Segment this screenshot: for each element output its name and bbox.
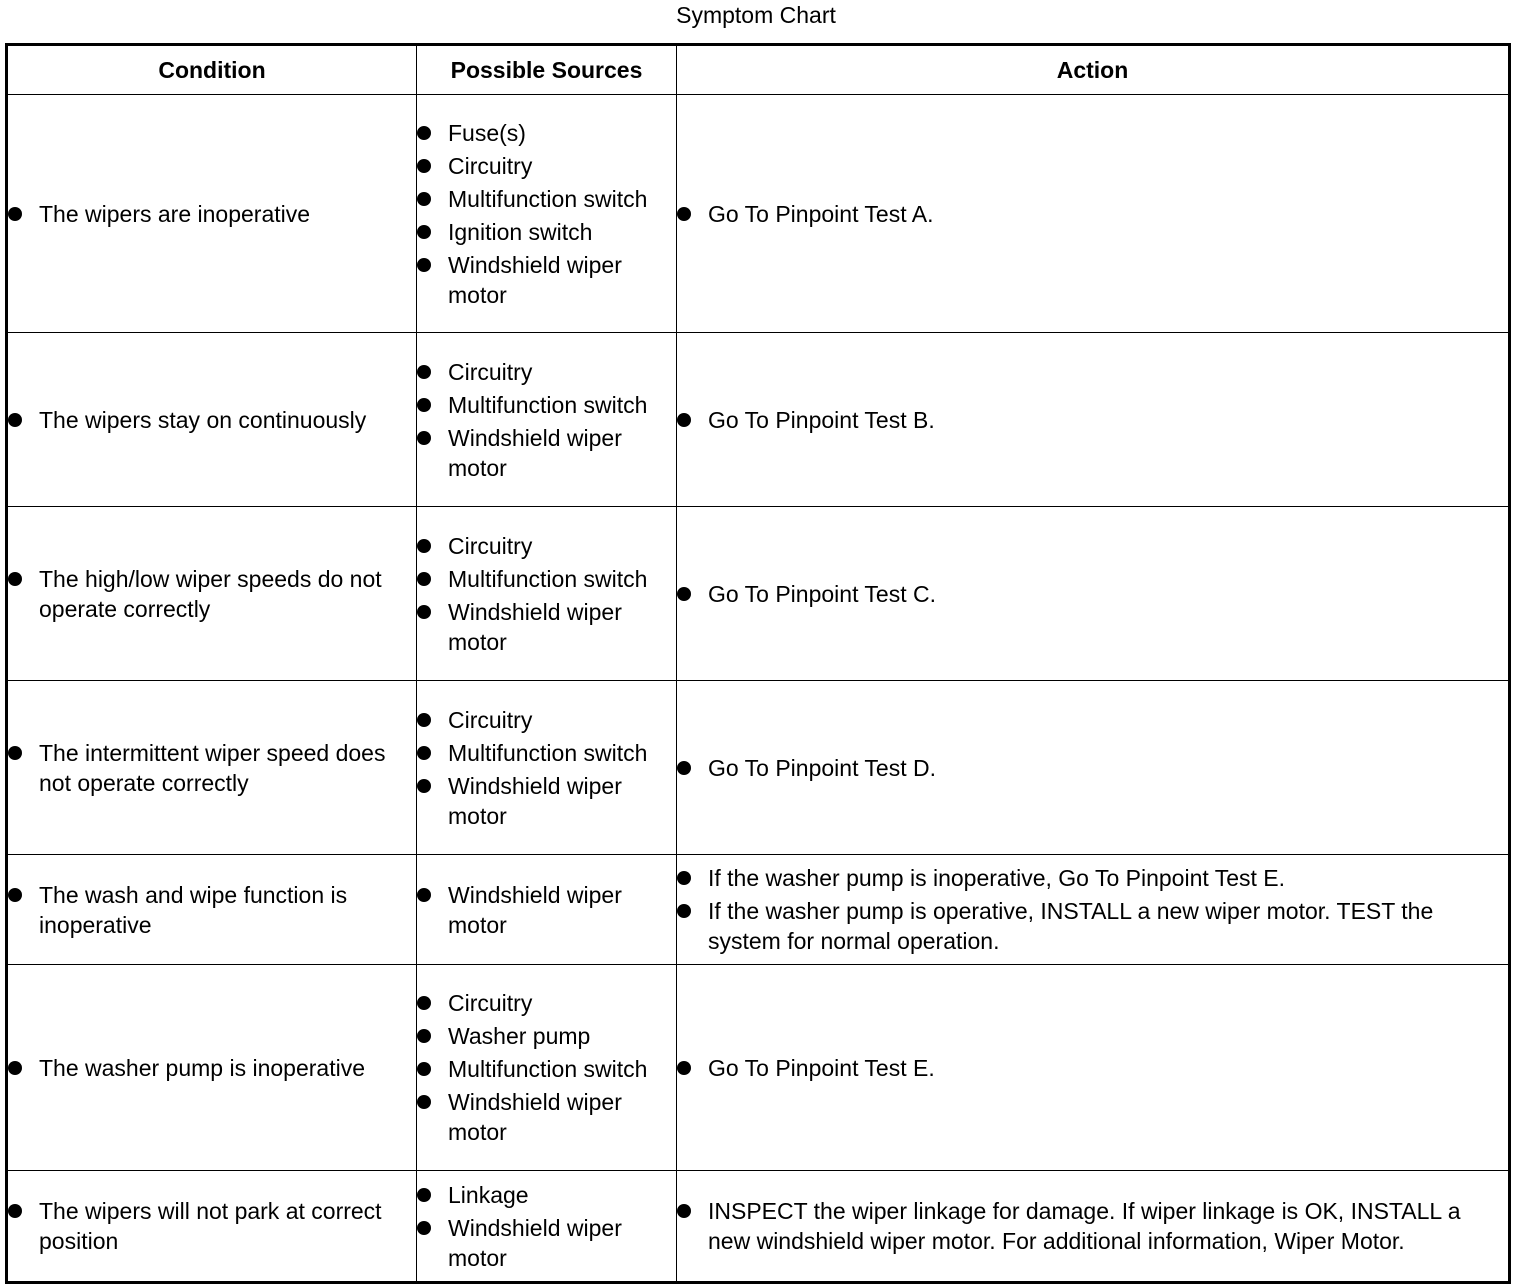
action-cell (677, 965, 1510, 1171)
action-text: INSPECT the wiper linkage for damage. If wiper linkage is OK, INSTALL a new windshield wiper motor. For additional information, Wiper Motor. (708, 1198, 1461, 1254)
condition-item (8, 1196, 416, 1256)
header-possible-sources: Possible Sources (417, 45, 677, 95)
bullet-icon (417, 398, 431, 412)
action-item (677, 753, 1508, 783)
source-item (417, 1087, 676, 1147)
condition-item (8, 880, 416, 940)
source-item (417, 564, 676, 594)
header-row (7, 45, 1510, 95)
bullet-icon (677, 587, 691, 601)
bullet-icon (417, 996, 431, 1010)
action-item (677, 199, 1508, 229)
bullet-icon (8, 1061, 22, 1075)
source-text: Multifunction switch (448, 1056, 648, 1082)
bullet-icon (417, 192, 431, 206)
action-item (677, 405, 1508, 435)
bullet-icon (417, 1062, 431, 1076)
source-text: Fuse(s) (448, 119, 526, 146)
bullet-icon (417, 225, 431, 239)
condition-text: The wash and wipe function is inoperative (39, 881, 348, 938)
source-text: Windshield wiper motor (448, 881, 622, 938)
bullet-icon (8, 746, 22, 760)
header-action: Action (677, 45, 1510, 95)
condition-item (8, 738, 416, 798)
source-item (417, 390, 676, 420)
bullet-icon (417, 1188, 431, 1202)
bullet-icon (677, 207, 691, 221)
bullet-icon (677, 871, 691, 885)
bullet-icon (677, 1204, 691, 1218)
bullet-icon (417, 605, 431, 619)
source-item (417, 250, 676, 310)
bullet-icon (8, 1204, 22, 1218)
condition-cell (7, 965, 417, 1171)
source-item (417, 151, 676, 181)
bullet-icon (417, 713, 431, 727)
condition-text: The washer pump is inoperative (39, 1054, 365, 1081)
condition-cell (7, 95, 417, 333)
bullet-icon (417, 539, 431, 553)
bullet-icon (417, 779, 431, 793)
source-text: Circuitry (448, 706, 533, 733)
table-row (7, 681, 1510, 855)
bullet-icon (8, 207, 22, 221)
sources-cell (417, 855, 677, 965)
source-text: Multifunction switch (448, 739, 648, 766)
condition-item (8, 564, 416, 624)
source-item (417, 988, 676, 1018)
header-condition: Condition (7, 45, 417, 95)
source-text: Multifunction switch (448, 391, 648, 418)
source-text: Multifunction switch (448, 565, 648, 592)
source-item (417, 1213, 676, 1273)
table-row (7, 965, 1510, 1171)
bullet-icon (417, 258, 431, 272)
condition-cell (7, 855, 417, 965)
table-row (7, 1171, 1510, 1283)
bullet-icon (8, 413, 22, 427)
condition-cell (7, 1171, 417, 1283)
source-item (417, 738, 676, 768)
condition-cell (7, 333, 417, 507)
action-item (677, 863, 1508, 893)
source-text: Windshield wiper motor (448, 1214, 622, 1271)
sources-cell (417, 681, 677, 855)
bullet-icon (677, 413, 691, 427)
source-item (417, 423, 676, 483)
action-text: Go To Pinpoint Test B. (708, 406, 935, 433)
bullet-icon (417, 159, 431, 173)
condition-item (8, 199, 416, 229)
table-row (7, 333, 1510, 507)
source-item (417, 217, 676, 247)
action-text: Go To Pinpoint Test A. (708, 200, 934, 227)
source-item (417, 118, 676, 148)
source-item (417, 597, 676, 657)
table-row (7, 95, 1510, 333)
source-text: Circuitry (448, 152, 533, 179)
source-text: Washer pump (448, 1023, 591, 1049)
source-text: Circuitry (448, 532, 533, 559)
condition-item (8, 1053, 416, 1083)
condition-cell (7, 507, 417, 681)
action-text: If the washer pump is inoperative, Go To Pinpoint Test E. (708, 865, 1286, 891)
bullet-icon (417, 572, 431, 586)
condition-text: The wipers stay on continuously (39, 406, 367, 433)
sources-cell (417, 965, 677, 1171)
source-item (417, 184, 676, 214)
source-item (417, 705, 676, 735)
source-text: Windshield wiper motor (448, 251, 622, 308)
action-item (677, 1053, 1508, 1083)
symptom-chart-table (5, 43, 1511, 1284)
source-text: Windshield wiper motor (448, 598, 622, 655)
bullet-icon (417, 1095, 431, 1109)
condition-text: The wipers will not park at correct position (39, 1198, 382, 1254)
sources-cell (417, 333, 677, 507)
action-item (677, 1196, 1508, 1256)
sources-cell (417, 95, 677, 333)
action-text: Go To Pinpoint Test E. (708, 1054, 935, 1081)
condition-item (8, 405, 416, 435)
source-text: Windshield wiper motor (448, 1089, 622, 1145)
action-text: Go To Pinpoint Test C. (708, 580, 937, 607)
condition-text: The intermittent wiper speed does not operate correctly (39, 739, 386, 796)
source-item (417, 1021, 676, 1051)
chart-title: Symptom Chart (676, 2, 836, 28)
action-cell (677, 507, 1510, 681)
source-item (417, 357, 676, 387)
source-text: Linkage (448, 1181, 529, 1208)
action-cell (677, 855, 1510, 965)
bullet-icon (417, 746, 431, 760)
sources-cell (417, 507, 677, 681)
bullet-icon (417, 365, 431, 379)
bullet-icon (417, 888, 431, 902)
source-item (417, 880, 676, 940)
source-text: Ignition switch (448, 218, 593, 245)
bullet-icon (8, 572, 22, 586)
source-item (417, 531, 676, 561)
condition-text: The wipers are inoperative (39, 200, 311, 227)
table-row (7, 507, 1510, 681)
action-item (677, 896, 1508, 956)
source-item (417, 771, 676, 831)
bullet-icon (8, 888, 22, 902)
action-cell (677, 681, 1510, 855)
bullet-icon (677, 1061, 691, 1075)
bullet-icon (677, 904, 691, 918)
action-cell (677, 1171, 1510, 1283)
table-row (7, 855, 1510, 965)
bullet-icon (417, 431, 431, 445)
source-text: Circuitry (448, 990, 533, 1016)
bullet-icon (417, 1221, 431, 1235)
source-text: Circuitry (448, 358, 533, 385)
source-item (417, 1180, 676, 1210)
bullet-icon (417, 1029, 431, 1043)
source-text: Windshield wiper motor (448, 772, 622, 829)
source-text: Multifunction switch (448, 185, 648, 212)
chart-body (7, 95, 1510, 1283)
condition-cell (7, 681, 417, 855)
condition-text: The high/low wiper speeds do not operate correctly (39, 565, 382, 622)
action-item (677, 579, 1508, 609)
action-cell (677, 333, 1510, 507)
sources-cell (417, 1171, 677, 1283)
source-text: Windshield wiper motor (448, 424, 622, 481)
action-cell (677, 95, 1510, 333)
action-text: Go To Pinpoint Test D. (708, 754, 937, 781)
bullet-icon (677, 761, 691, 775)
action-text: If the washer pump is operative, INSTALL a new wiper motor. TEST the system for normal operation. (708, 898, 1434, 954)
source-item (417, 1054, 676, 1084)
bullet-icon (417, 126, 431, 140)
